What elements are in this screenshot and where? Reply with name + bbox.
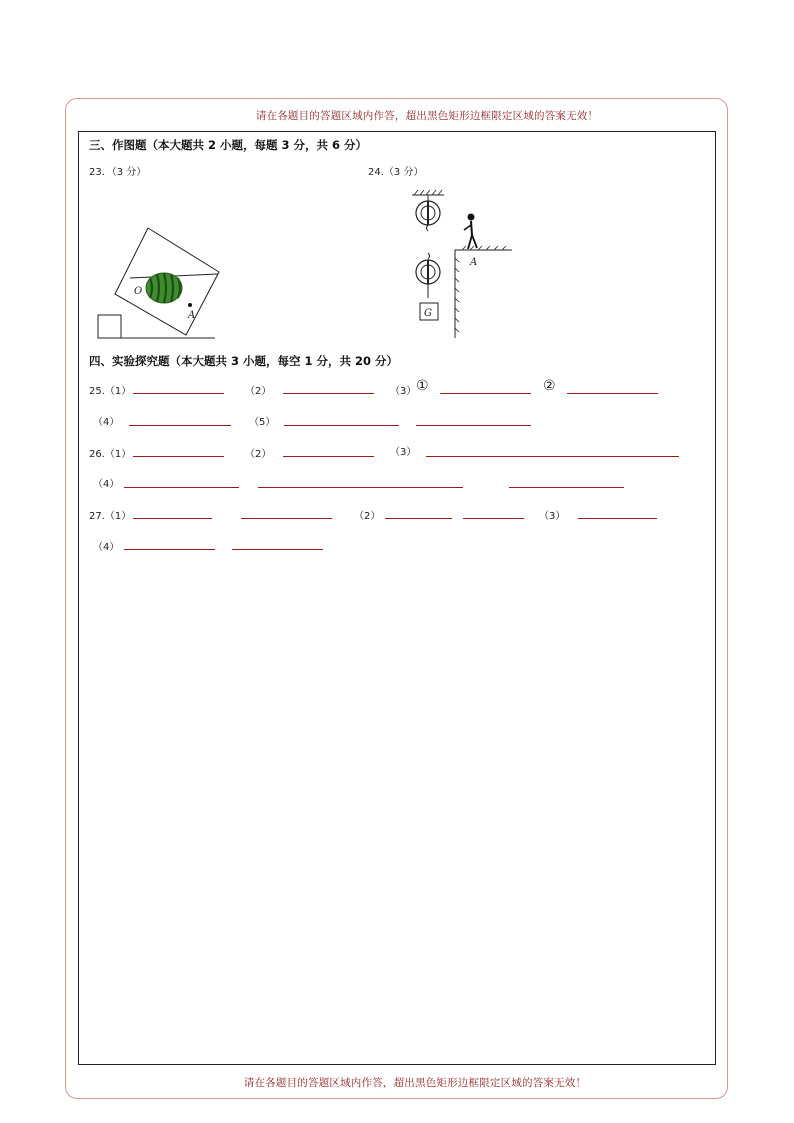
person-figure: [464, 214, 477, 250]
q25-part3-label: （3）: [390, 386, 417, 397]
q25-blank-5a[interactable]: [284, 425, 399, 426]
q25-blank-3a[interactable]: [440, 393, 531, 394]
section4-title: 四、实验探究题（本大题共 3 小题，每空 1 分，共 20 分）: [89, 354, 399, 368]
wall-hatch: [455, 246, 506, 332]
point-o-label: O: [134, 286, 143, 297]
q24-diagram: [400, 188, 520, 343]
ceiling-hatch: [414, 190, 442, 195]
notice-top: 请在各题目的答题区域内作答，超出黑色矩形边框限定区域的答案无效！: [255, 110, 599, 122]
q26-blank-4a[interactable]: [124, 487, 239, 488]
q25-part5-label: （5）: [249, 417, 276, 428]
q26-blank-4c[interactable]: [509, 487, 624, 488]
q24-label: 24.（3 分）: [368, 167, 424, 178]
q25-circle-1-label: ①: [416, 378, 429, 394]
q27-blank-1b[interactable]: [241, 518, 332, 519]
q25-part1-label: 25.（1）: [89, 386, 132, 397]
q25-circle-2-label: ②: [543, 378, 556, 394]
q25-part2-label: （2）: [245, 386, 272, 397]
q26-blank-1[interactable]: [133, 456, 224, 457]
q25-blank-1[interactable]: [133, 393, 224, 394]
q27-part1-label: 27.（1）: [89, 511, 132, 522]
q27-blank-3[interactable]: [578, 518, 657, 519]
q25-blank-2[interactable]: [283, 393, 374, 394]
q26-part2-label: （2）: [245, 449, 272, 460]
q27-blank-1a[interactable]: [133, 518, 212, 519]
q27-part2-label: （2）: [354, 511, 381, 522]
point-a-label: A: [188, 310, 196, 321]
q27-blank-4b[interactable]: [232, 549, 323, 550]
fixed-pulley: [416, 201, 440, 231]
q26-blank-4b[interactable]: [258, 487, 463, 488]
q25-blank-5b[interactable]: [416, 425, 531, 426]
q27-part3-label: （3）: [539, 511, 566, 522]
q26-part4-label: （4）: [93, 479, 120, 490]
section3-title: 三、作图题（本大题共 2 小题，每题 3 分，共 6 分）: [89, 138, 368, 152]
point-a-label: A: [470, 257, 478, 268]
q25-blank-4[interactable]: [129, 425, 231, 426]
notice-bottom: 请在各题目的答题区域内作答，超出黑色矩形边框限定区域的答案无效！: [243, 1077, 587, 1089]
q26-part3-label: （3）: [390, 447, 417, 458]
watermelon-image: [146, 273, 182, 303]
q27-blank-2b[interactable]: [463, 518, 524, 519]
weight-label: G: [424, 308, 432, 319]
q27-part4-label: （4）: [93, 542, 120, 553]
q23-diagram: [90, 222, 230, 342]
q26-blank-2[interactable]: [283, 456, 374, 457]
point-a-dot: [188, 303, 192, 307]
support-block: [98, 315, 121, 338]
movable-pulley: [416, 253, 440, 298]
ledge-wall: [455, 250, 512, 338]
q26-blank-3[interactable]: [426, 456, 679, 457]
q25-part4-label: （4）: [93, 417, 120, 428]
q27-blank-4a[interactable]: [124, 549, 215, 550]
q27-blank-2a[interactable]: [385, 518, 452, 519]
q26-part1-label: 26.（1）: [89, 449, 132, 460]
q25-blank-3b[interactable]: [567, 393, 658, 394]
q23-label: 23．（3 分）: [89, 167, 147, 178]
